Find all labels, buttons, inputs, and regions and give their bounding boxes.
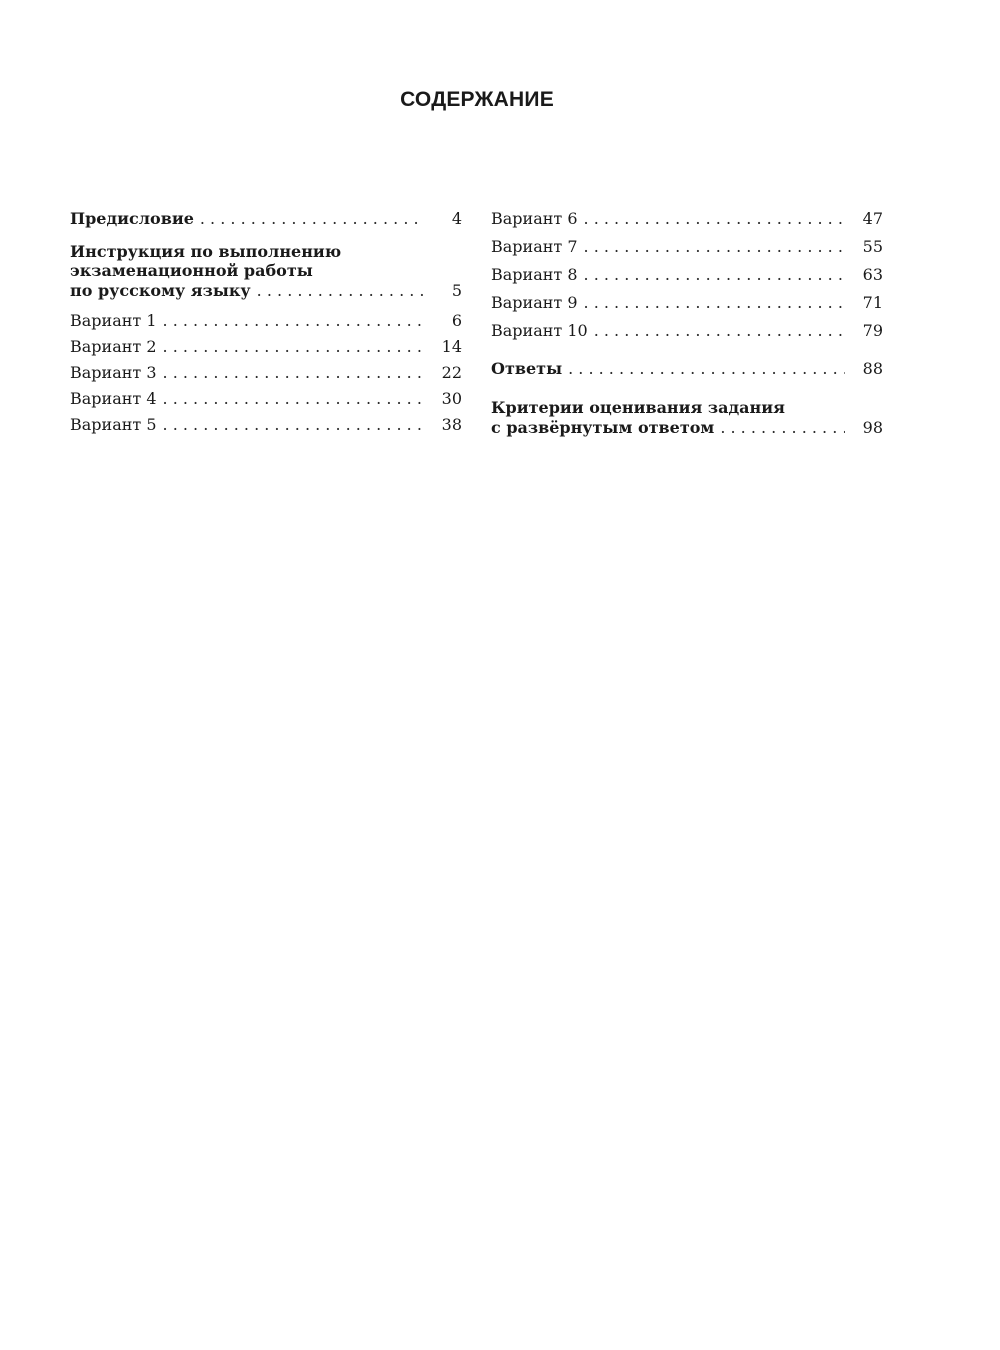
toc-entry-page: 98 [862,418,883,437]
toc-entry-page: 22 [441,363,462,382]
toc-entry-variant-8[interactable] [491,262,883,290]
toc-entry-criteria[interactable] [491,398,883,439]
toc-entry-label: Вариант 8 [491,265,578,284]
dot-leader [578,234,845,260]
toc-entry-variant-5[interactable] [70,412,462,438]
toc-right-column [491,206,883,439]
toc-entry-variant-1[interactable] [70,308,462,334]
toc-entry-last-line [70,280,462,302]
toc-entry-instruction[interactable] [70,242,462,302]
dot-leader [578,262,845,288]
dot-leader [194,206,424,232]
toc-entry-page: 14 [441,337,462,356]
toc-entry-label: с развёрнутым ответом [491,418,715,437]
toc-entry-label: Вариант 2 [70,337,157,356]
toc-entry-page: 38 [441,415,462,434]
dot-leader [157,334,424,360]
toc-entry-page: 5 [451,281,462,300]
toc-entry-label: Вариант 10 [491,321,588,340]
toc-entry-variant-7[interactable] [491,234,883,262]
toc-entry-page: 55 [862,237,883,256]
toc-entry-label-line: экзаменационной работы [70,261,313,280]
page-title: СОДЕРЖАНИЕ [400,88,554,111]
toc-entry-variant-2[interactable] [70,334,462,360]
dot-leader [578,290,845,316]
dot-leader [588,318,845,344]
toc-entry-label: Вариант 7 [491,237,578,256]
toc-entry-variant-10[interactable] [491,318,883,346]
toc-entry-preface[interactable] [70,206,462,232]
toc-entry-page: 30 [441,389,462,408]
dot-leader [251,280,424,302]
dot-leader [157,412,424,438]
toc-entry-last-line [491,417,883,439]
toc-entry-label: Вариант 5 [70,415,157,434]
toc-entry-label: Предисловие [70,209,194,228]
dot-leader [714,417,845,439]
toc-entry-variant-4[interactable] [70,386,462,412]
toc-entry-label: по русскому языку [70,281,251,300]
toc-entry-page: 79 [862,321,883,340]
toc-entry-page: 6 [451,311,462,330]
toc-entry-label: Вариант 6 [491,209,578,228]
toc-entry-label-line: Критерии оценивания задания [491,398,785,417]
toc-entry-label-line: Инструкция по выполнению [70,242,342,261]
dot-leader [157,386,424,412]
toc-entry-variant-3[interactable] [70,360,462,386]
toc-entry-label: Вариант 3 [70,363,157,382]
toc-entry-label: Вариант 9 [491,293,578,312]
dot-leader [157,360,424,386]
dot-leader [562,356,845,382]
dot-leader [578,206,845,232]
toc-entry-page: 4 [451,209,462,228]
toc-entry-page: 71 [862,293,883,312]
toc-entry-variant-9[interactable] [491,290,883,318]
toc-entry-label: Вариант 4 [70,389,157,408]
toc-entry-answers[interactable] [491,356,883,382]
toc-entry-page: 63 [862,265,883,284]
toc-entry-label: Вариант 1 [70,311,157,330]
toc-entry-label: Ответы [491,359,563,378]
toc-entry-variant-6[interactable] [491,206,883,234]
toc-entry-page: 47 [862,209,883,228]
toc-entry-page: 88 [862,359,883,378]
dot-leader [157,308,424,334]
toc-left-column [70,206,462,438]
